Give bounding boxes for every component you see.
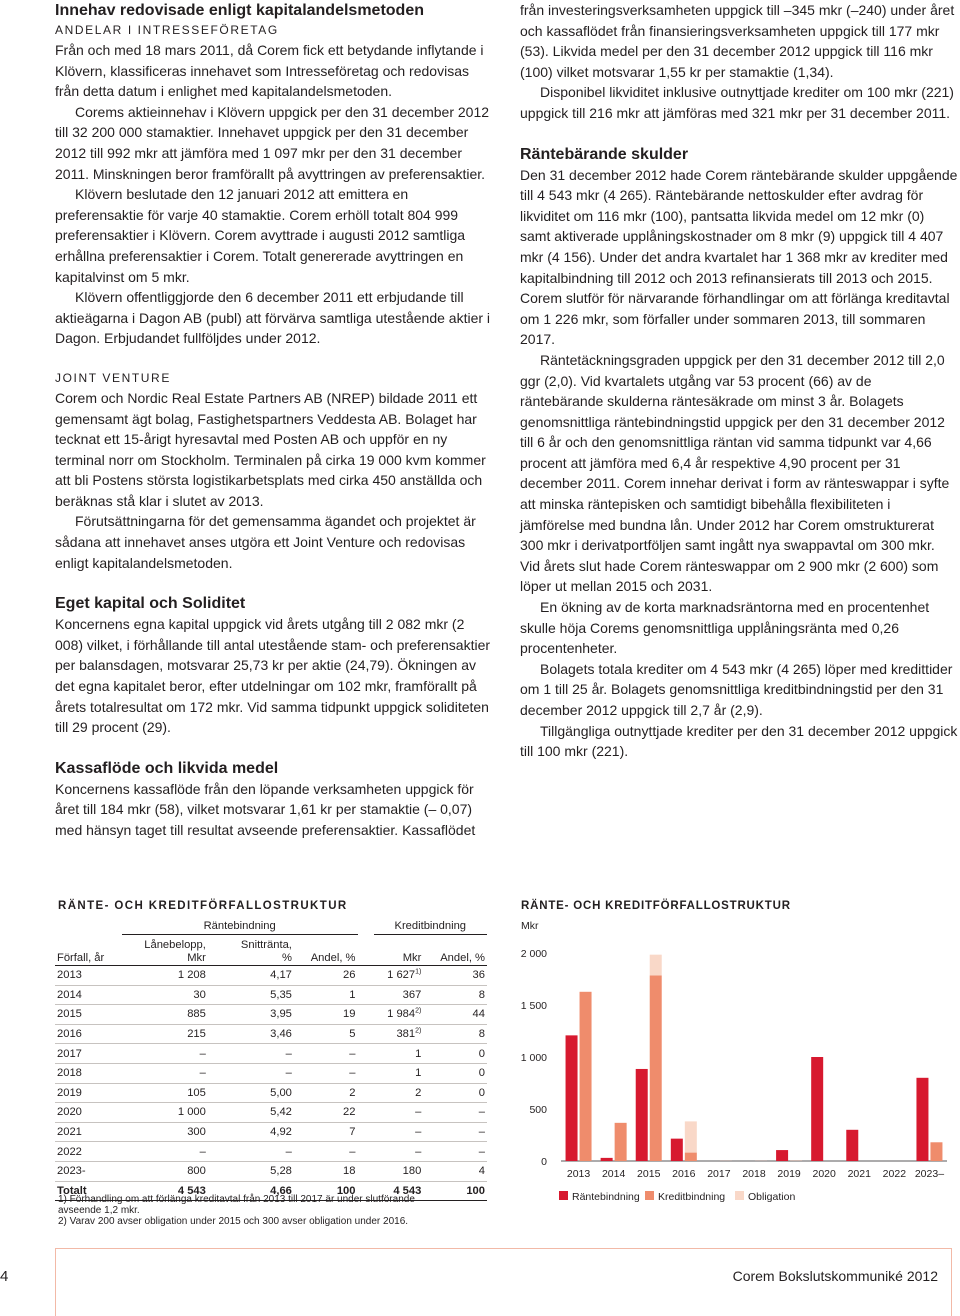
cell-mkr-value: 1 [415, 1047, 422, 1060]
table-row [55, 1161, 487, 1181]
bar-rantebindning [671, 1139, 683, 1161]
bar-rantebindning [601, 1158, 613, 1161]
cell-mkr [374, 1103, 424, 1123]
cell-mkr [374, 1083, 424, 1103]
total-lan: 4 543 [122, 1181, 208, 1201]
cell-year: 2018 [55, 1063, 122, 1083]
cell-mkr-value: 180 [402, 1165, 422, 1178]
legend-swatch [645, 1191, 654, 1200]
cell-andel2: 0 [423, 1063, 487, 1083]
table-row [55, 1083, 487, 1103]
legend-label: Kreditbindning [658, 1191, 726, 1203]
legend-swatch [735, 1191, 744, 1200]
cell-snitt: 5,00 [208, 1083, 294, 1103]
cell-note: 2) [415, 1027, 422, 1035]
cell-andel2: – [423, 1122, 487, 1142]
col-header-mkr: Mkr [374, 935, 424, 966]
cell-mkr-value: 1 627 [387, 969, 416, 982]
cell-spacer [358, 1161, 374, 1181]
page-number: 4 [0, 1268, 9, 1285]
y-tick-label: 2 000 [520, 948, 547, 960]
cell-snitt: – [208, 1063, 294, 1083]
paragraph: Klövern offentliggjorde den 6 december 2011 ett erbjudande till aktieägarna i Dagon AB (publ) att förvärva samtliga utestående aktier i Dagon. Erbjudandet fullföljdes under 2012. [55, 289, 491, 347]
left-column [55, 0, 493, 841]
col-header-snitt: Snittränta, % [208, 935, 294, 966]
bar-rantebindning [846, 1130, 858, 1161]
cell-year: 2019 [55, 1083, 122, 1103]
cell-year: 2022 [55, 1142, 122, 1162]
cell-snitt: 3,95 [208, 1005, 294, 1025]
total-year: Totalt [55, 1181, 122, 1201]
table-row [55, 1063, 487, 1083]
cell-andel: 22 [294, 1103, 358, 1123]
x-tick-label: 2015 [637, 1168, 661, 1180]
table-row [55, 1103, 487, 1123]
cell-mkr [374, 1142, 424, 1162]
cell-year: 2021 [55, 1122, 122, 1142]
legend-label: Räntebindning [572, 1191, 640, 1203]
table-row [55, 1044, 487, 1064]
bar-kreditbindning [650, 975, 662, 1161]
cell-year: 2023- [55, 1161, 122, 1181]
cell-mkr-value: 381 [396, 1028, 416, 1041]
bar-kreditbindning [930, 1142, 942, 1161]
cell-snitt: 3,46 [208, 1024, 294, 1044]
x-tick-label: 2023– [914, 1168, 945, 1180]
footnote-1: 1) Förhandling om att förlänga kreditavtal från 2013 till 2017 är under slutförande avseende 1,2 mkr. [58, 1194, 415, 1216]
chart-ylabel: Mkr [521, 920, 539, 932]
table-row [55, 1005, 487, 1025]
x-tick-label: 2019 [777, 1168, 801, 1180]
bar-kreditbindning [580, 992, 592, 1161]
table-title: RÄNTE- OCH KREDITFÖRFALLOSTRUKTUR [58, 900, 348, 912]
chart-title: RÄNTE- OCH KREDITFÖRFALLOSTRUKTUR [521, 900, 791, 912]
cell-lan: 30 [122, 985, 208, 1005]
cell-lan: – [122, 1142, 208, 1162]
table-row [55, 1024, 487, 1044]
paragraph: Koncernens egna kapital uppgick vid årets utgång till 2 082 mkr (2 008) vilket, i förhållande till antal utestående stam- och preferensaktier per balansdagen, motsvarar 25,73 kr per aktie (24,79). Ökningen av det egna kapitalet beror, efter utdelningar om 102 mkr, framförallt på årets totalresultat om 172 mkr. Vid samma tidpunkt uppgick soliditeten till 29 procent (29). [55, 616, 491, 736]
col-header-andel: Andel, % [294, 935, 358, 966]
cell-spacer [358, 1122, 374, 1142]
x-tick-label: 2018 [742, 1168, 766, 1180]
cell-mkr [374, 1005, 424, 1025]
y-tick-label: 0 [541, 1156, 547, 1168]
cell-andel2: 44 [423, 1005, 487, 1025]
heading-kassaflode: Kassaflöde och likvida medel [55, 759, 279, 777]
paragraph: från investeringsverksamheten uppgick till –345 mkr (–240) under året och kassaflödet från finansieringsverksamheten uppgick till 177 mkr (53). Likvida medel per den 31 december 2012 uppgick till 116 mkr (100) vilket motsvarar 1,55 kr per stamaktie (1,34). [520, 2, 955, 80]
paragraph: Corem och Nordic Real Estate Partners AB (NREP) bildade 2011 ett gemensamt ägt bolag, Fastighetspartners Veddesta AB. Bolaget har tecknat ett 15-årigt hyresavtal med Posten AB och uppför en ny terminal norr om Stockholm. Terminalen på cirka 19 000 kvm kommer att bli Postens största logistikarbetsplats med cirka 450 anställda och beräknas stå klar i slutet av 2013. [55, 389, 486, 509]
cell-mkr [374, 1161, 424, 1181]
cell-note: 2) [415, 1007, 422, 1015]
paragraph: Förutsättningarna för det gemensamma ägandet och projektet är sådana att innehavet anses utgöra ett Joint Venture och redovisas enligt kapitalandelsmetoden. [55, 513, 476, 571]
x-tick-label: 2021 [847, 1168, 871, 1180]
x-tick-label: 2016 [672, 1168, 696, 1180]
cell-snitt: – [208, 1044, 294, 1064]
heading-kapitalandelsmetoden: Innehav redovisade enligt kapitalandelsmetoden [55, 2, 424, 19]
cell-year: 2020 [55, 1103, 122, 1123]
cell-andel: 2 [294, 1083, 358, 1103]
paragraph: Corems aktieinnehav i Klövern uppgick per den 31 december 2012 till 32 200 000 stamaktier. Innehavet uppgick per den 31 december 2012 till 992 mkr att jämföra med 1 097 mkr per den 31 december 2011. Minskningen beror framförallt på avyttringen av preferensaktier. [55, 103, 490, 182]
legend-label: Obligation [748, 1191, 796, 1203]
total-snitt: 4,66 [208, 1181, 294, 1201]
cell-snitt: 4,17 [208, 966, 294, 986]
cell-spacer [358, 985, 374, 1005]
bar-rantebindning [636, 1069, 648, 1161]
cell-lan: – [122, 1044, 208, 1064]
total-andel: 100 [294, 1181, 358, 1201]
cell-mkr-value: 2 [415, 1086, 422, 1099]
cell-note: 1) [415, 968, 422, 976]
group-rantebindning: Räntebindning [122, 918, 358, 935]
cell-mkr-value: – [415, 1126, 422, 1139]
cell-snitt: 5,42 [208, 1103, 294, 1123]
cell-mkr [374, 985, 424, 1005]
paragraph: En ökning av de korta marknadsräntorna med en procentenhet skulle höja Corems genomsnittliga upplåningsränta med 0,26 procentenheter. [520, 599, 930, 657]
right-column [520, 0, 958, 762]
col-header-andel2: Andel, % [423, 935, 487, 966]
bar-rantebindning [776, 1150, 788, 1161]
cell-andel: 19 [294, 1005, 358, 1025]
table-row [55, 1122, 487, 1142]
cell-andel: 5 [294, 1024, 358, 1044]
total-andel2: 100 [423, 1181, 487, 1201]
cell-lan: 885 [122, 1005, 208, 1025]
cell-spacer [358, 1024, 374, 1044]
y-tick-label: 1 500 [520, 1000, 547, 1012]
cell-spacer [358, 1005, 374, 1025]
col-header-lan: Lånebelopp, Mkr [122, 935, 208, 966]
paragraph: Den 31 december 2012 hade Corem räntebärande skulder uppgående till 4 543 mkr (4 265). Räntebärande nettoskulder efter avdrag för likviditet om 116 mkr (100), pantsatta likvida medel om 12 mkr (0) samt aktiverade upplåningskostnader om 8 mkr (9) uppgick till 4 407 mkr (4 156). Under det andra kvartalet har 1 368 mkr av krediter med kapitalbindning till 2012 och 2013 refinansierats till 2013 och 2015. Corem slutför för närvarande förhandlingar om att förlänga kreditavtal om 1 226 mkr, som förfaller under sommaren 2013, till sommaren 2017. [520, 166, 958, 348]
maturity-table [55, 918, 487, 1201]
heading-joint-venture: JOINT VENTURE [55, 370, 171, 385]
cell-spacer [358, 1063, 374, 1083]
paragraph: Från och med 18 mars 2011, då Corem fick ett betydande inflytande i Klövern, klassificeras innehavet som Intresseföretag och redovisas från detta datum i enlighet med kapitalandelsmetoden. [55, 42, 484, 100]
cell-andel2: – [423, 1103, 487, 1123]
cell-andel: 7 [294, 1122, 358, 1142]
cell-snitt: – [208, 1142, 294, 1162]
paragraph: Klövern beslutade den 12 januari 2012 att emittera en preferensaktie för varje 40 stamaktie. Corem erhöll totalt 804 999 preferensaktier i Klövern. Corem avyttrade i augusti 2012 samtliga erhållna preferensaktier i Corem. Totalt genererade avyttringen en kapitalvinst om 5 mkr. [55, 186, 466, 285]
heading-andelar: ANDELAR I INTRESSEFÖRETAG [55, 23, 279, 37]
cell-spacer [358, 1044, 374, 1064]
cell-andel: – [294, 1044, 358, 1064]
cell-year: 2014 [55, 985, 122, 1005]
paragraph: Tillgängliga outnyttjade krediter per den 31 december 2012 uppgick till 100 mkr (221). [520, 722, 958, 760]
cell-spacer [358, 966, 374, 986]
cell-lan: 215 [122, 1024, 208, 1044]
cell-spacer [358, 1142, 374, 1162]
cell-mkr [374, 1044, 424, 1064]
cell-andel2: 36 [423, 966, 487, 986]
cell-year: 2016 [55, 1024, 122, 1044]
cell-lan: 800 [122, 1161, 208, 1181]
cell-snitt: 4,92 [208, 1122, 294, 1142]
bar-rantebindning [916, 1078, 928, 1161]
cell-mkr-value: 1 984 [387, 1008, 416, 1021]
x-tick-label: 2013 [566, 1168, 591, 1180]
cell-mkr-value: 1 [415, 1067, 422, 1080]
paragraph: Disponibel likviditet inklusive outnyttjade krediter om 100 mkr (221) uppgick till 216 mkr att jämföras med 321 mkr per 31 december 2011. [520, 84, 954, 121]
cell-mkr [374, 1024, 424, 1044]
bar-kreditbindning [685, 1153, 697, 1161]
cell-mkr-value: – [415, 1145, 422, 1158]
bar-rantebindning [566, 1035, 578, 1161]
bar-obligation [650, 955, 662, 976]
bar-rantebindning [811, 1057, 823, 1161]
paragraph: Koncernens kassaflöde från den löpande verksamheten uppgick för året till 184 mkr (58), vilket motsvarar 1,61 kr per stamaktie (– 0,07) med hänsyn taget till resultat avseende preferensaktier. Kassaflödet [55, 780, 476, 838]
cell-mkr [374, 1122, 424, 1142]
cell-mkr [374, 966, 424, 986]
y-tick-label: 1 000 [520, 1052, 547, 1064]
cell-andel: – [294, 1063, 358, 1083]
cell-spacer [358, 1083, 374, 1103]
footnote-2: 2) Varav 200 avser obligation under 2015 och 300 avser obligation under 2016. [58, 1216, 409, 1227]
cell-andel2: 8 [423, 985, 487, 1005]
cell-spacer [358, 1103, 374, 1123]
cell-mkr-value: 367 [402, 988, 422, 1001]
paragraph: Bolagets totala krediter om 4 543 mkr (4 265) löper med kredittider om 1 till 25 år. Bolagets genomsnittliga kreditbindningstid per den 31 december 2012 uppgick till 2,7 år (2,9). [520, 660, 953, 718]
heading-rantebarande-skulder: Räntebärande skulder [520, 145, 689, 163]
cell-andel2: 0 [423, 1083, 487, 1103]
cell-lan: 300 [122, 1122, 208, 1142]
x-tick-label: 2020 [812, 1168, 836, 1180]
cell-snitt: 5,28 [208, 1161, 294, 1181]
heading-eget-kapital: Eget kapital och Soliditet [55, 595, 246, 613]
cell-andel2: 0 [423, 1044, 487, 1064]
cell-mkr-value: – [415, 1106, 422, 1119]
cell-lan: 105 [122, 1083, 208, 1103]
cell-lan: 1 000 [122, 1103, 208, 1123]
cell-year: 2013 [55, 966, 122, 986]
group-kreditbindning: Kreditbindning [374, 918, 488, 935]
cell-lan: – [122, 1063, 208, 1083]
bar-obligation [685, 1121, 697, 1152]
table-row [55, 966, 487, 986]
cell-andel: – [294, 1142, 358, 1162]
cell-andel2: 8 [423, 1024, 487, 1044]
col-header-year: Förfall, år [55, 935, 122, 966]
paragraph: Räntetäckningsgraden uppgick per den 31 december 2012 till 2,0 ggr (2,0). Vid kvartalets utgång var 53 procent (66) av de räntebärande skulderna räntesäkrade om minst 3 år. Bolagets genomsnittliga räntebindningstid uppgick per den 31 december 2012 till 6 år och den genomsnittliga räntan vid samma tidpunkt var 4,66 procent att jämföra med 6,4 år respektive 4,90 procent per 31 december 2011. Corem innehar derivat i form av ränteswappar i syfte att minska räntерisken och samtidigt bibehålla flexibiliteten i jämförelse med bundna lån. Under 2012 har Corem omstrukturerat 300 mkr i derivatportföljen samt ingått nya swappavtal om 300 mkr. Vid årets slut hade Corem ränteswappar om 2 900 mkr (2 600) som löper ut mellan 2015 och 2031. [520, 351, 950, 595]
document-title: Corem Bokslutskommuniké 2012 [732, 1268, 938, 1284]
cell-andel: 18 [294, 1161, 358, 1181]
cell-lan: 1 208 [122, 966, 208, 986]
x-tick-label: 2022 [882, 1168, 907, 1180]
table-row [55, 985, 487, 1005]
cell-andel2: – [423, 1142, 487, 1162]
bar-kreditbindning [615, 1123, 627, 1161]
y-tick-label: 500 [529, 1104, 547, 1116]
cell-andel2: 4 [423, 1161, 487, 1181]
cell-year: 2017 [55, 1044, 122, 1064]
cell-mkr [374, 1063, 424, 1083]
x-tick-label: 2017 [707, 1168, 731, 1180]
table-row [55, 1142, 487, 1162]
legend-swatch [559, 1191, 568, 1200]
total-mkr: 4 543 [374, 1181, 424, 1201]
cell-andel: 1 [294, 985, 358, 1005]
cell-snitt: 5,35 [208, 985, 294, 1005]
cell-andel: 26 [294, 966, 358, 986]
x-tick-label: 2014 [601, 1168, 626, 1180]
cell-year: 2015 [55, 1005, 122, 1025]
maturity-chart [515, 935, 955, 1220]
